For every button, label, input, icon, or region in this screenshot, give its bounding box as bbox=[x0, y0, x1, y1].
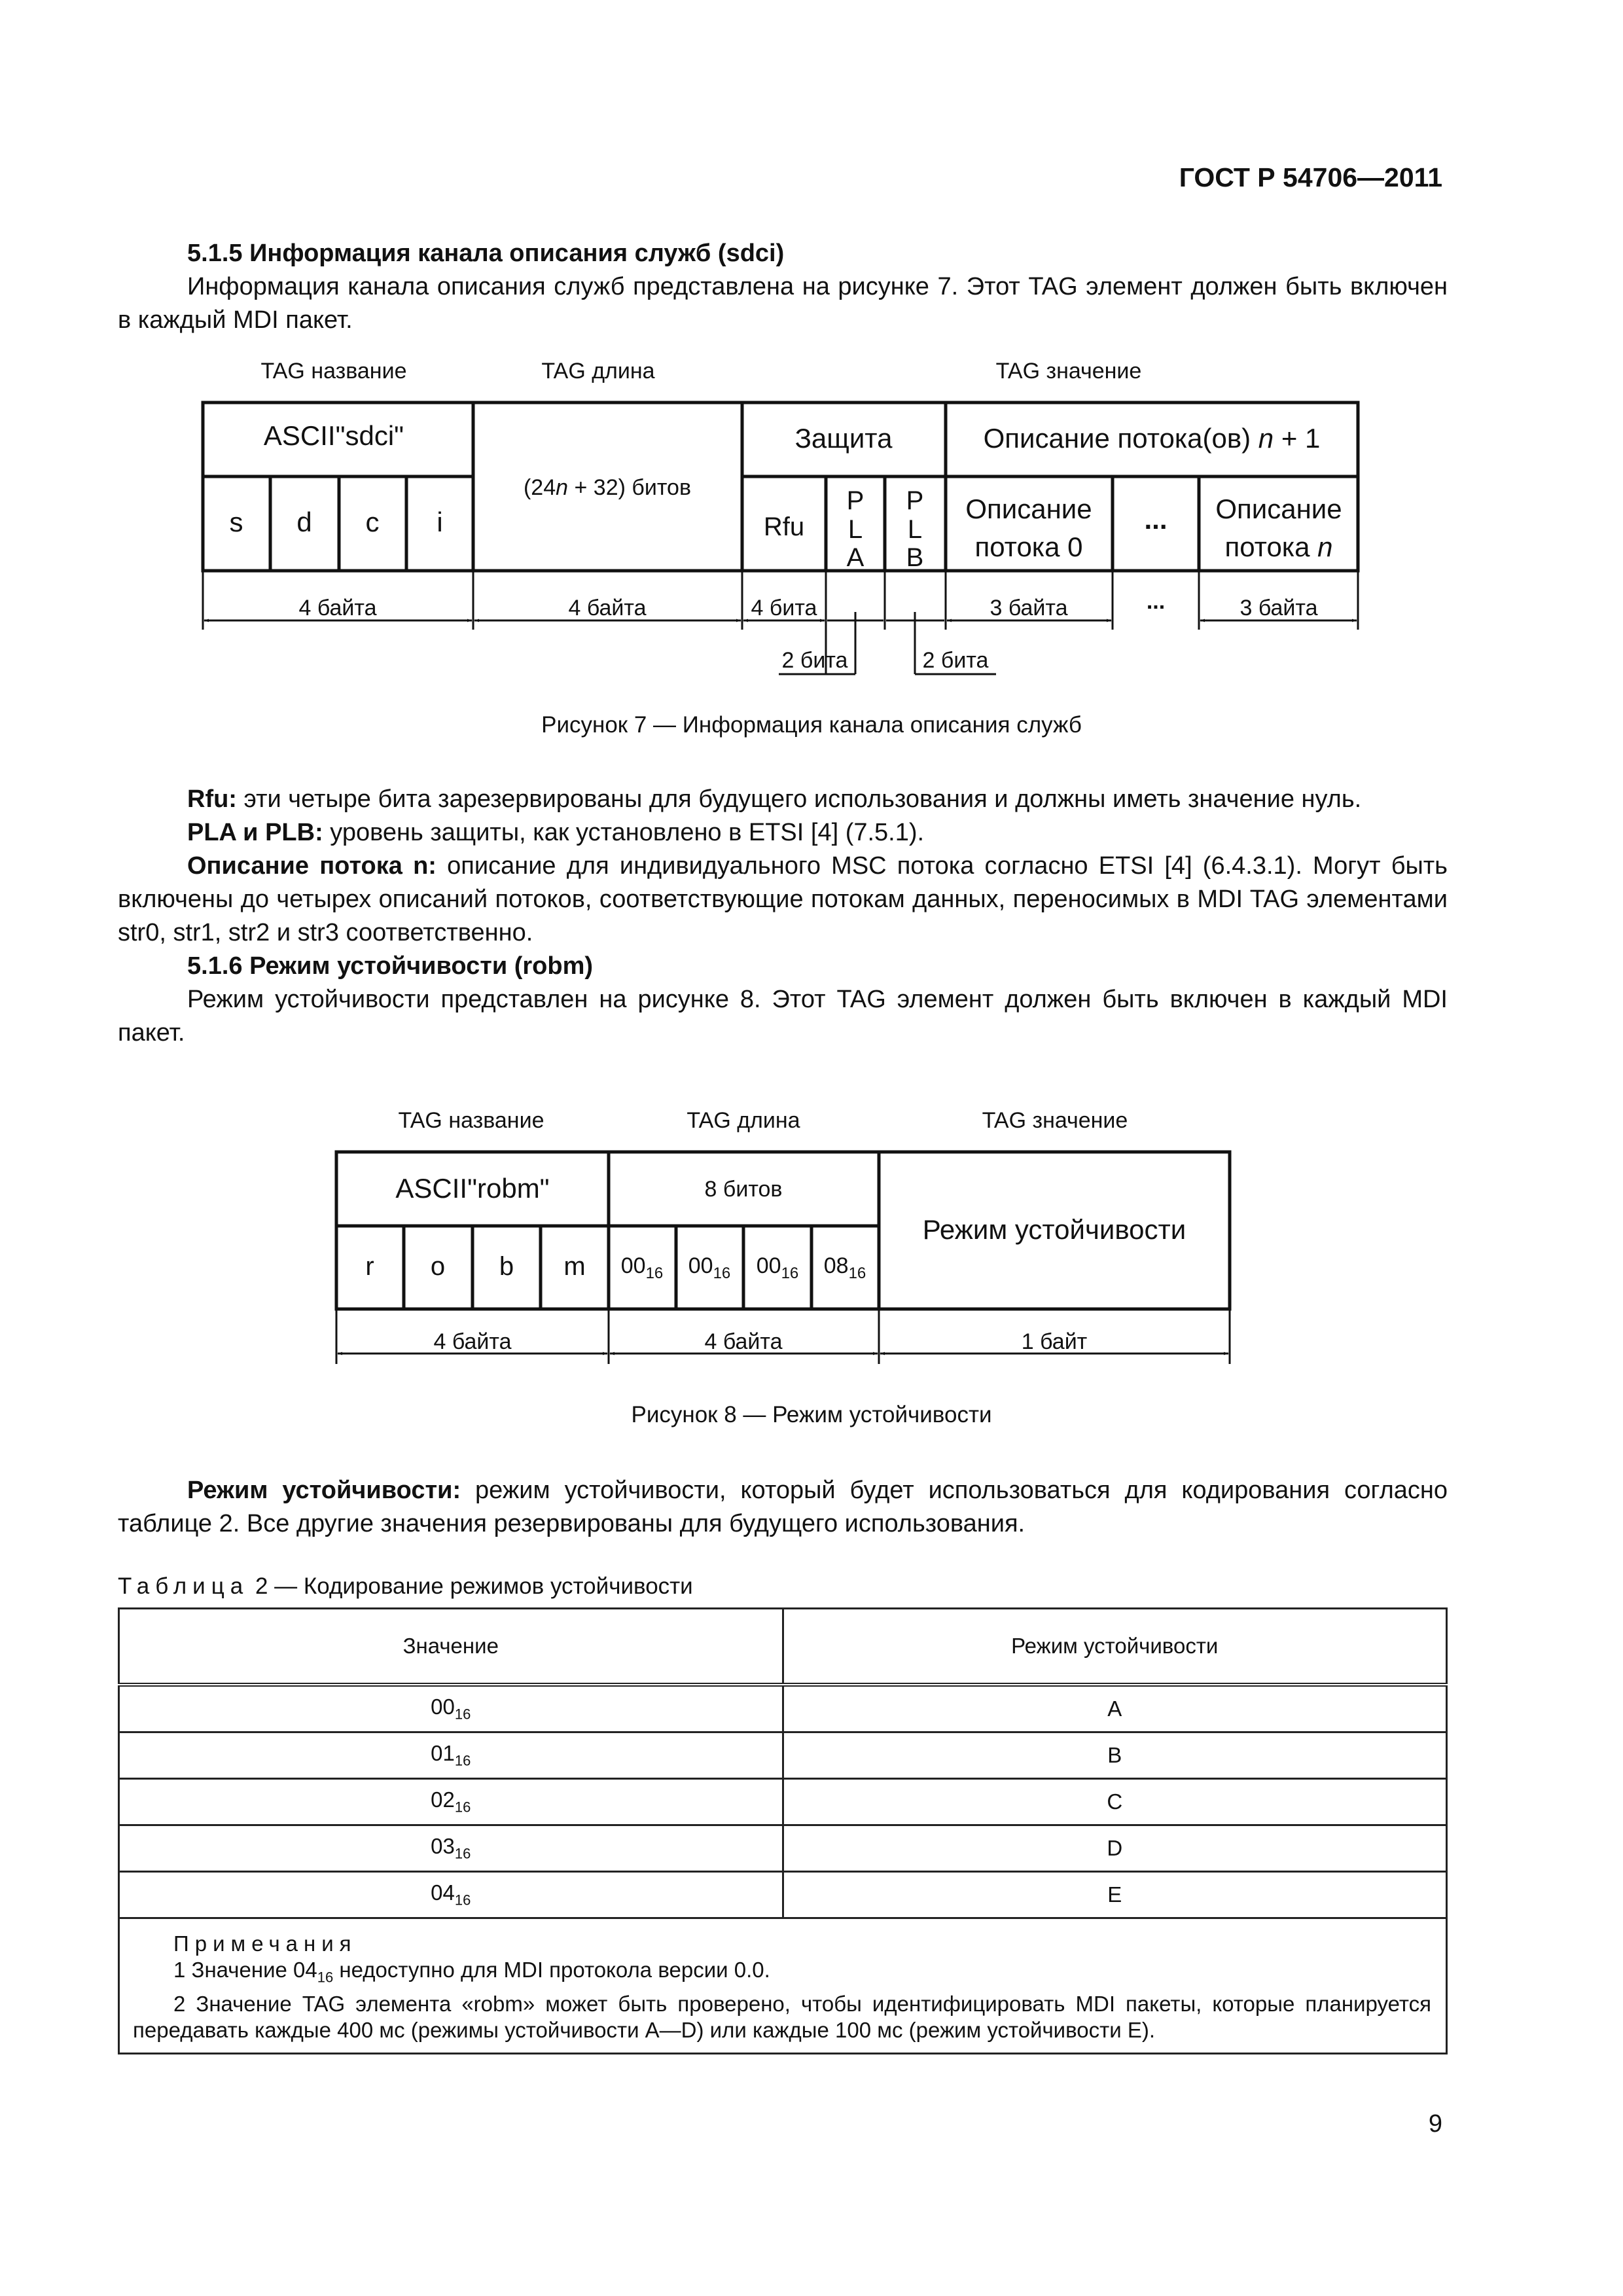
table-row bbox=[119, 1685, 1447, 1732]
fig8-letter: m bbox=[563, 1252, 586, 1281]
fig7-plb-char: L bbox=[907, 515, 923, 544]
notes-title: Примечания bbox=[173, 1931, 357, 1956]
notes-cell bbox=[119, 1918, 1447, 2054]
fig8-mode-label: Режим устойчивости bbox=[922, 1214, 1186, 1245]
fig7-pla-char: L bbox=[847, 515, 863, 544]
pla-definition bbox=[118, 816, 1448, 850]
figure-8-diagram bbox=[0, 1090, 1623, 1378]
fig7-length-text: (24n + 32) битов bbox=[523, 475, 692, 500]
fig8-byte-value: $00_{16}$ bbox=[688, 1253, 731, 1282]
mode-text: режим устойчивости, который будет использоваться для кодирования согласно таблице 2. Все другие значения резервированы для будущего использования. bbox=[118, 1477, 1448, 1537]
fig7-rfu: Rfu bbox=[763, 512, 805, 541]
fig7-dim-plb: 2 бита bbox=[922, 648, 989, 673]
value-cell: $00_{16}$ bbox=[119, 1685, 783, 1732]
pla-text: уровень защиты, как установлено в ETSI [4] (7.5.1). bbox=[323, 819, 925, 846]
fig7-header-value: TAG значение bbox=[995, 359, 1142, 384]
table-row bbox=[119, 1732, 1447, 1779]
figure-7-diagram bbox=[0, 347, 1623, 694]
mode-cell: E bbox=[783, 1872, 1447, 1918]
table-2-title bbox=[118, 1573, 693, 1600]
fig7-dim-pla: 2 бита bbox=[781, 648, 848, 673]
fig8-header-name: TAG название bbox=[398, 1108, 544, 1133]
fig8-letter: o bbox=[430, 1252, 446, 1281]
column-header-mode: Режим устойчивости bbox=[783, 1609, 1447, 1685]
fig7-dim-length: 4 байта bbox=[568, 596, 647, 620]
fig7-pla-char: A bbox=[846, 543, 865, 572]
mode-cell: D bbox=[783, 1825, 1447, 1872]
fig7-dim-descn: 3 байта bbox=[1240, 596, 1318, 620]
section-intro: Режим устойчивости представлен на рисунке 8. Этот TAG элемент должен быть включен в каждый MDI пакет. bbox=[118, 986, 1448, 1047]
mode-term: Режим устойчивости: bbox=[187, 1477, 461, 1504]
fig7-header-length: TAG длина bbox=[541, 359, 655, 384]
fig8-dim-value: 1 байт bbox=[1021, 1329, 1088, 1354]
fig8-ascii-label: ASCII"robm" bbox=[395, 1173, 550, 1204]
fig7-stream-desc: Описание потока(ов) n + 1 bbox=[983, 423, 1321, 454]
fig8-byte-value: $08_{16}$ bbox=[823, 1253, 866, 1282]
rfu-term: Rfu: bbox=[187, 785, 237, 813]
fig8-header-value: TAG значение bbox=[982, 1108, 1128, 1133]
fig8-header-length: TAG длина bbox=[687, 1108, 800, 1133]
fig7-desc0-line1: Описание bbox=[965, 493, 1092, 524]
fig7-plb-char: B bbox=[906, 543, 924, 572]
table-row bbox=[119, 1825, 1447, 1872]
stream-n-definition bbox=[118, 850, 1448, 950]
value-cell: $03_{16}$ bbox=[119, 1825, 783, 1872]
notes-row bbox=[119, 1918, 1447, 2054]
fig7-dim-rfu: 4 бита bbox=[751, 596, 817, 620]
mode-cell: A bbox=[783, 1685, 1447, 1732]
mode-cell: C bbox=[783, 1779, 1447, 1825]
fig7-letter: c bbox=[365, 507, 380, 537]
figure-7-caption: Рисунок 7 — Информация канала описания служб bbox=[541, 712, 1082, 738]
fig7-dim-desc0: 3 байта bbox=[990, 596, 1068, 620]
section-intro: Информация канала описания служб представлена на рисунке 7. Этот TAG элемент должен быть включен в каждый MDI пакет. bbox=[118, 273, 1448, 334]
fig7-desc0-line2: потока 0 bbox=[974, 531, 1083, 562]
table-header-row bbox=[119, 1609, 1447, 1685]
rfu-text: эти четыре бита зарезервированы для будущего использования и должны иметь значение нуль. bbox=[236, 785, 1362, 813]
definitions-block-2 bbox=[118, 1474, 1448, 1541]
figure-8-caption: Рисунок 8 — Режим устойчивости bbox=[631, 1402, 992, 1427]
fig7-protection: Защита bbox=[794, 423, 893, 454]
mode-cell: B bbox=[783, 1732, 1447, 1779]
column-header-value: Значение bbox=[119, 1609, 783, 1685]
fig8-letter: r bbox=[365, 1252, 374, 1281]
table-row bbox=[119, 1779, 1447, 1825]
fig7-dots: ... bbox=[1144, 504, 1168, 535]
value-cell: $02_{16}$ bbox=[119, 1779, 783, 1825]
value-cell: $04_{16}$ bbox=[119, 1872, 783, 1918]
pla-term: PLA и PLB: bbox=[187, 819, 323, 846]
document-id: ГОСТ Р 54706—2011 bbox=[1179, 162, 1442, 192]
fig7-descn-line2: потока n bbox=[1224, 531, 1333, 562]
fig7-descn-line1: Описание bbox=[1215, 493, 1342, 524]
fig7-pla-char: P bbox=[846, 486, 865, 515]
page-number: 9 bbox=[1428, 2110, 1442, 2138]
fig7-letter: s bbox=[229, 507, 243, 537]
note-2: 2 Значение TAG элемента «robm» может быть проверено, чтобы идентифицировать MDI пакеты, которые планируется передавать каждые 400 мс (режимы устойчивости A—D) или каждые 100 мс (режим устойчивости E). bbox=[133, 1991, 1431, 2042]
rfu-definition bbox=[118, 783, 1448, 816]
robustness-mode-table bbox=[118, 1607, 1448, 2054]
definitions-block-1 bbox=[118, 783, 1448, 1050]
fig7-letter: d bbox=[296, 507, 312, 537]
mode-definition bbox=[118, 1474, 1448, 1541]
stream-n-text: описание для индивидуального MSC потока согласно ETSI [4] (6.4.3.1). Могут быть включены до четырех описаний потоков, соответствующие потокам данных, переносимых в MDI TAG элементами str0, str1, str2 и str3 соответственно. bbox=[118, 852, 1448, 946]
table-label: Таблица bbox=[118, 1573, 249, 1599]
fig7-ascii-label: ASCII"sdci" bbox=[263, 420, 404, 451]
section-heading: 5.1.6 Режим устойчивости (robm) bbox=[187, 952, 594, 980]
fig8-byte-value: $00_{16}$ bbox=[756, 1253, 799, 1282]
fig7-letter: i bbox=[437, 507, 443, 537]
stream-n-term: Описание потока n: bbox=[187, 852, 437, 880]
fig8-bits-label: 8 битов bbox=[704, 1177, 783, 1202]
note-1: 1 Значение $04_{16}$ недоступно для MDI протокола версии 0.0. bbox=[173, 1958, 770, 1986]
fig7-dim-name: 4 байта bbox=[298, 596, 377, 620]
table-row bbox=[119, 1872, 1447, 1918]
fig8-dim-length: 4 байта bbox=[704, 1329, 783, 1354]
table-title-text: 2 — Кодирование режимов устойчивости bbox=[249, 1573, 693, 1599]
fig8-byte-value: $00_{16}$ bbox=[620, 1253, 664, 1282]
fig7-plb-char: P bbox=[906, 486, 924, 515]
fig7-header-name: TAG название bbox=[260, 359, 407, 384]
fig8-letter: b bbox=[499, 1252, 514, 1281]
fig7-dim-dots: ... bbox=[1146, 589, 1166, 614]
section-5-1-5 bbox=[118, 237, 1448, 337]
value-cell: $01_{16}$ bbox=[119, 1732, 783, 1779]
section-heading: 5.1.5 Информация канала описания служб (sdci) bbox=[187, 240, 785, 267]
fig8-dim-name: 4 байта bbox=[433, 1329, 512, 1354]
